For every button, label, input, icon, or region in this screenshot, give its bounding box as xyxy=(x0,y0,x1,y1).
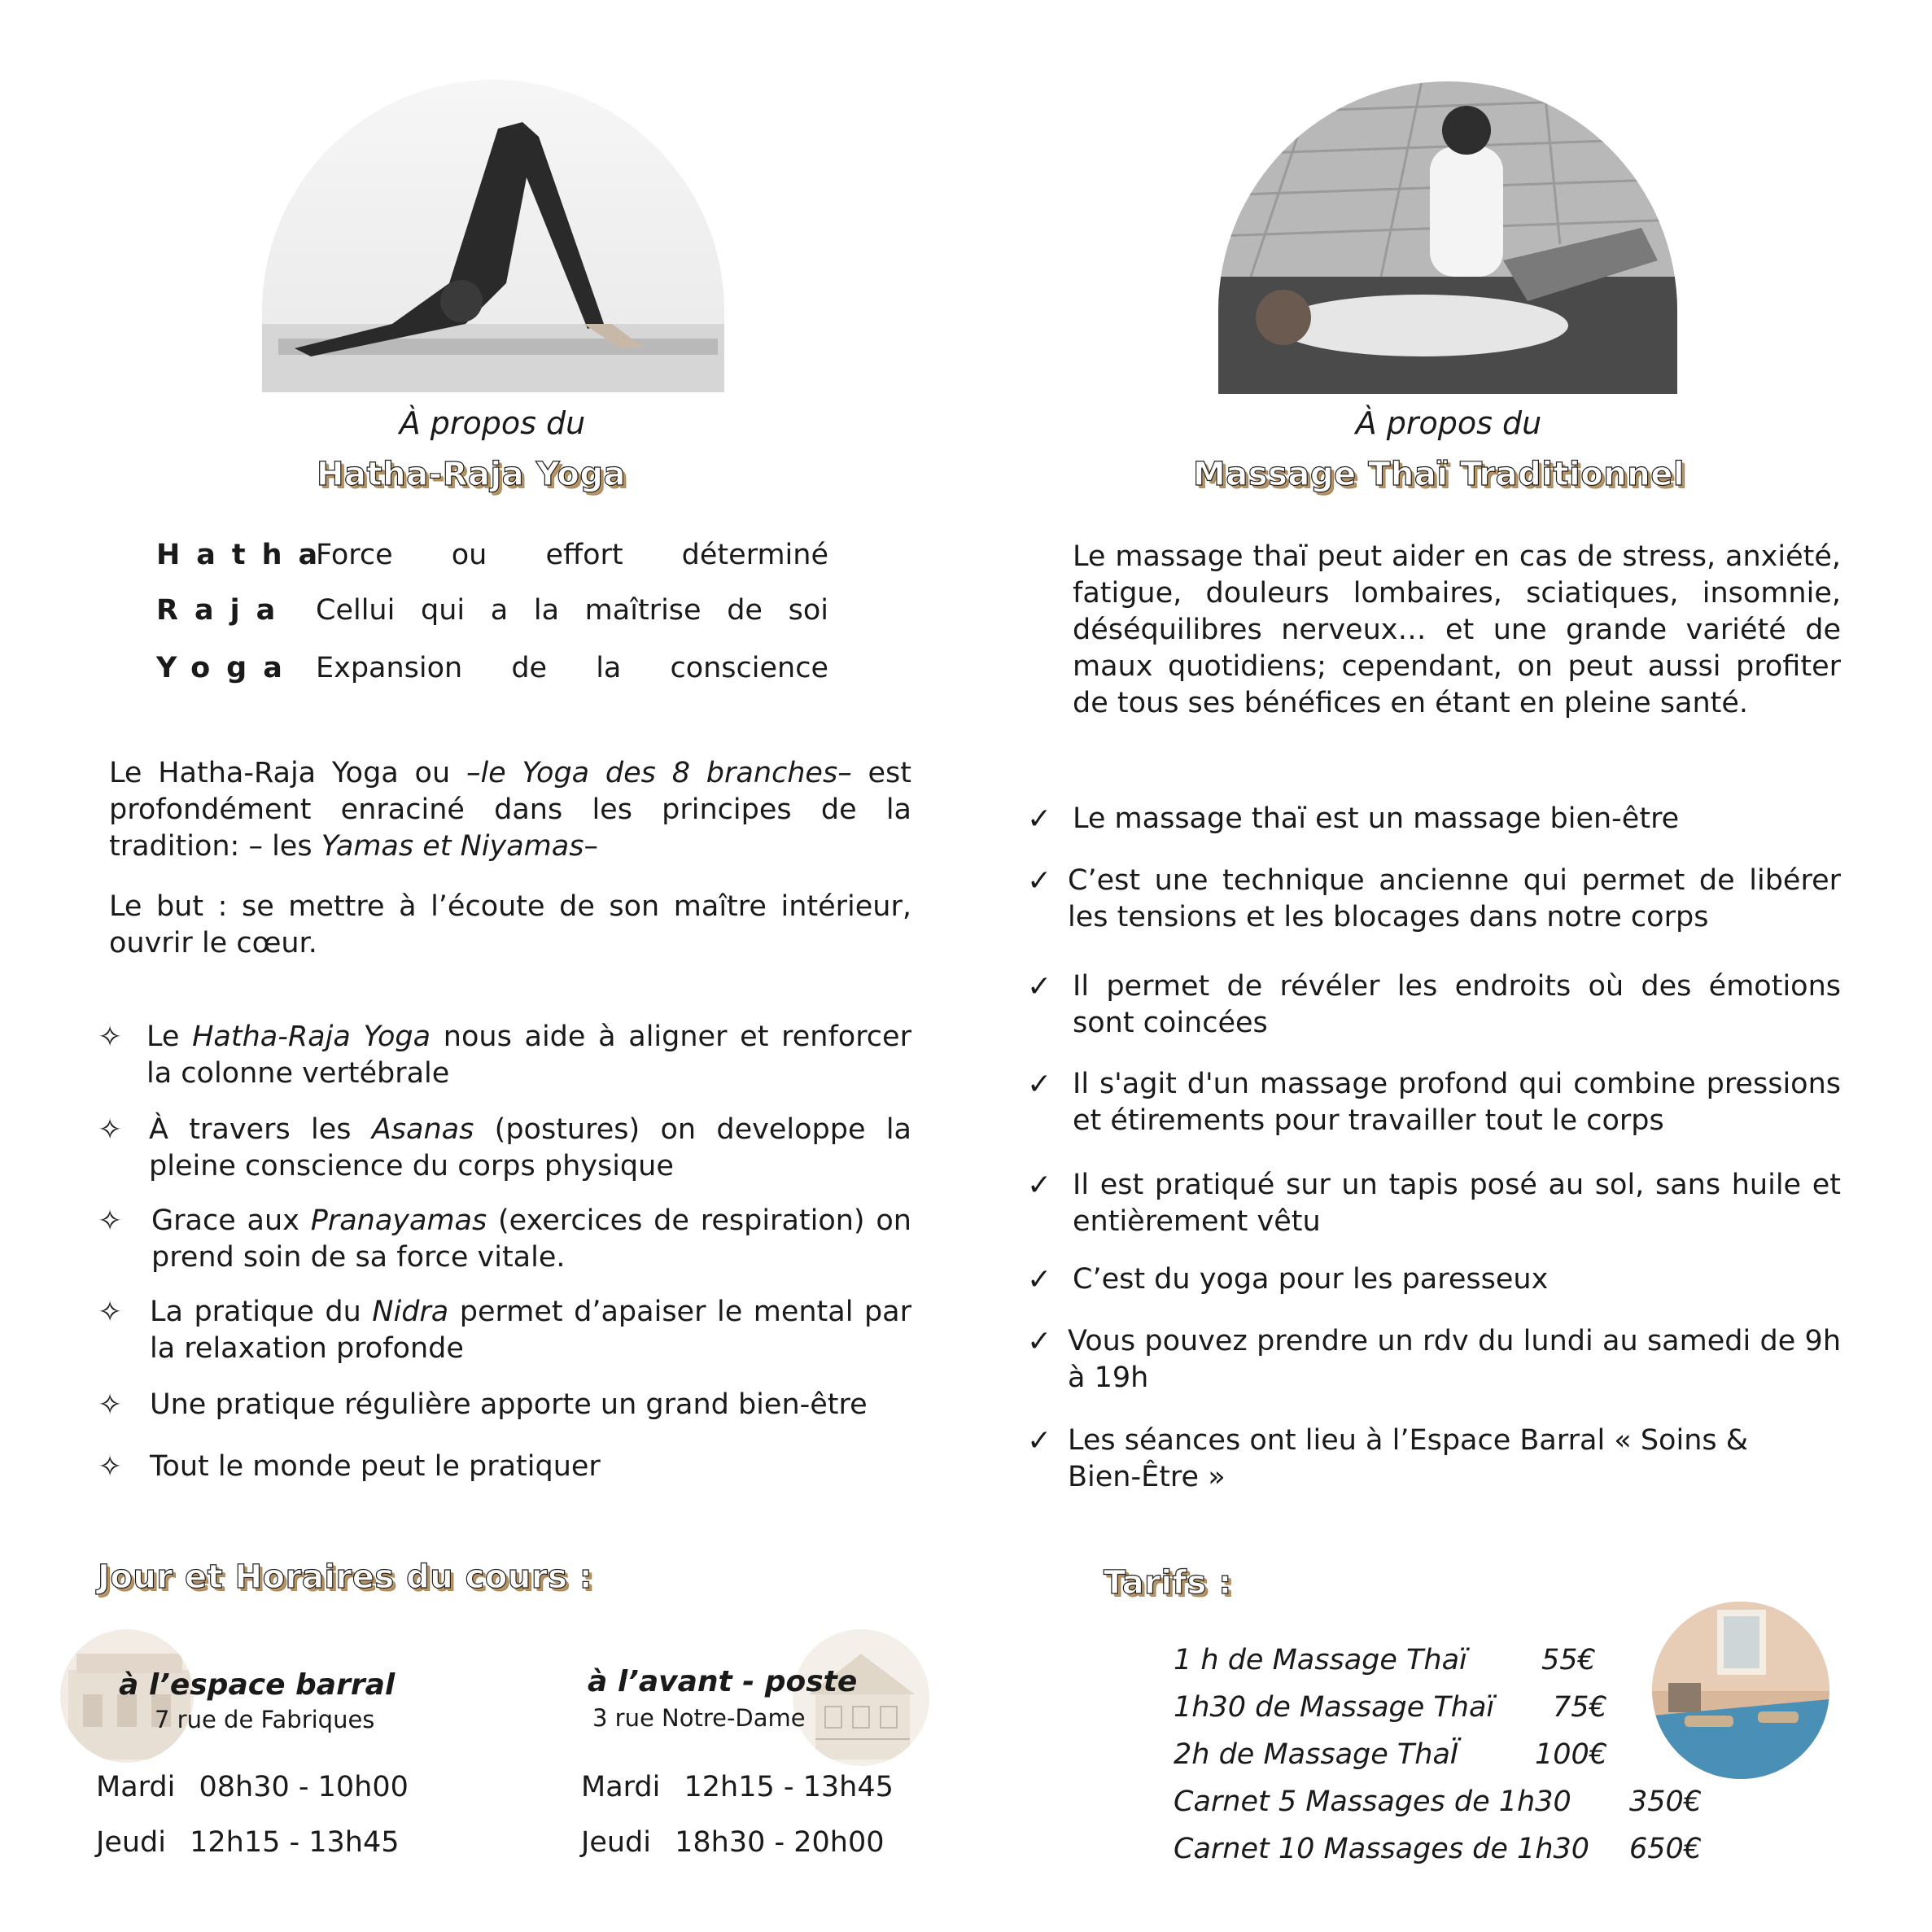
tarif-item xyxy=(1174,1691,1607,1724)
list-item: ✧ À travers les Asanas (postures) on developpe la pleine conscience du corps physique xyxy=(98,1113,912,1182)
tarif-label: 1h30 de Massage Thaï xyxy=(1174,1691,1495,1724)
list-item: ✓ Vous pouvez prendre un rdv du lundi au samedi de 9h à 19h xyxy=(1027,1325,1841,1394)
definition-row xyxy=(156,594,840,632)
list-item: ✧ Grace aux Pranayamas (exercices de respiration) on prend soin de sa force vitale. xyxy=(98,1204,911,1274)
tarif-label: Carnet 10 Massages de 1h30 xyxy=(1174,1833,1590,1865)
tarif-price: 650€ xyxy=(1629,1833,1703,1865)
tarif-item xyxy=(1174,1833,1703,1865)
schedule-slot xyxy=(581,1826,885,1859)
sparkle-icon: ✧ xyxy=(98,1204,123,1238)
slot-day: Jeudi xyxy=(581,1826,651,1859)
sparkle-icon: ✧ xyxy=(98,1113,123,1147)
definition-term: Hatha xyxy=(156,539,334,571)
slot-time: 08h30 - 10h00 xyxy=(199,1771,409,1803)
slot-day: Mardi xyxy=(96,1771,176,1803)
slot-time: 12h15 - 13h45 xyxy=(190,1826,400,1859)
tarifs-title: Tarifs : xyxy=(1104,1564,1232,1602)
check-icon: ✓ xyxy=(1027,1169,1052,1202)
list-item: ✧ La pratique du Nidra permet d’apaiser le mental par la relaxation profonde xyxy=(98,1296,911,1365)
slot-day: Mardi xyxy=(581,1771,661,1803)
para-text: – xyxy=(584,830,598,863)
sparkle-icon: ✧ xyxy=(98,1296,123,1329)
yoga-intro: À propos du xyxy=(399,405,586,441)
check-icon: ✓ xyxy=(1027,1424,1052,1458)
massage-intro: À propos du xyxy=(1355,405,1542,441)
yoga-title: Hatha-Raja Yoga xyxy=(317,456,626,493)
list-item: ✓ Les séances ont lieu à l’Espace Barral « Soins & Bien-Être » xyxy=(1027,1424,1749,1493)
check-icon: ✓ xyxy=(1027,864,1052,898)
list-item: ✓ Il est pratiqué sur un tapis posé au sol, sans huile et entièrement vêtu xyxy=(1027,1169,1841,1238)
para-text: Le Hatha-Raja Yoga ou xyxy=(109,757,466,789)
list-item: ✓ C’est une technique ancienne qui permet de libérer les tensions et les blocages dans notre corps xyxy=(1027,864,1841,933)
schedule-slot xyxy=(96,1826,400,1859)
massage-title: Massage Thaï Traditionnel xyxy=(1193,456,1685,493)
schedule-slot xyxy=(96,1771,409,1803)
definition-term: Yoga xyxy=(156,652,299,684)
tarif-price: 100€ xyxy=(1535,1738,1608,1771)
check-icon: ✓ xyxy=(1027,802,1052,836)
slot-time: 12h15 - 13h45 xyxy=(684,1771,894,1803)
definition-text: Expansion de la conscience xyxy=(316,652,828,684)
yoga-goal-paragraph: Le but : se mettre à l’écoute de son maître intérieur, ouvrir le cœur. xyxy=(109,890,911,959)
list-item: ✧ Le Hatha-Raja Yoga nous aide à aligner et renforcer la colonne vertébrale xyxy=(98,1021,911,1090)
tarif-label: 1 h de Massage Thaï xyxy=(1174,1644,1467,1676)
tarif-label: Carnet 5 Massages de 1h30 xyxy=(1174,1786,1571,1818)
check-icon: ✓ xyxy=(1027,1263,1052,1296)
massage-photo xyxy=(1218,81,1677,394)
tarif-price: 55€ xyxy=(1541,1644,1596,1676)
venue-address: 7 rue de Fabriques xyxy=(155,1706,375,1733)
definition-row xyxy=(156,539,840,576)
tarif-item xyxy=(1174,1786,1703,1818)
tarif-item xyxy=(1174,1644,1596,1676)
yoga-photo xyxy=(262,80,724,392)
venue-name: à l’avant - poste xyxy=(588,1665,858,1698)
para-emphasis: –le Yoga des 8 branches– xyxy=(466,757,852,789)
check-icon: ✓ xyxy=(1027,1068,1052,1101)
check-icon: ✓ xyxy=(1027,970,1052,1003)
slot-day: Jeudi xyxy=(96,1826,166,1859)
tarif-price: 350€ xyxy=(1629,1786,1703,1818)
sparkle-icon: ✧ xyxy=(98,1388,123,1422)
para-emphasis: Yamas et Niyamas xyxy=(321,830,584,863)
venue-address: 3 rue Notre-Dame xyxy=(592,1704,806,1732)
sparkle-icon: ✧ xyxy=(98,1450,123,1484)
definition-text: Cellui qui a la maîtrise de soi xyxy=(316,594,828,627)
list-item: ✧ Une pratique régulière apporte un grand bien-être xyxy=(98,1388,868,1422)
tarif-item xyxy=(1174,1738,1608,1771)
list-item: ✓ Il s'agit d'un massage profond qui combine pressions et étirements pour travailler tout le corps xyxy=(1027,1068,1841,1137)
schedule-title: Jour et Horaires du cours : xyxy=(98,1558,593,1596)
para-text: est profondément enraciné dans les principes de la tradition: – les xyxy=(109,757,911,863)
schedule-slot xyxy=(581,1771,894,1803)
list-item: ✓ C’est du yoga pour les paresseux xyxy=(1027,1263,1549,1296)
yoga-paragraph xyxy=(109,755,911,865)
massage-room-photo xyxy=(1652,1602,1829,1779)
massage-paragraph: Le massage thaï peut aider en cas de stress, anxiété, fatigue, douleurs lombaires, sciatiques, insomnie, déséquilibres nerveux… et une grande variété de maux quotidiens; cependant, on peut aussi profiter de tous ses bénéfices en étant en pleine santé. xyxy=(1073,540,1841,719)
definition-row xyxy=(156,652,840,689)
list-item: ✓ Le massage thaï est un massage bien-être xyxy=(1027,802,1680,836)
definition-term: Raja xyxy=(156,594,292,627)
slot-time: 18h30 - 20h00 xyxy=(675,1826,885,1859)
definition-text: Force ou effort déterminé xyxy=(316,539,828,571)
list-item: ✓ Il permet de révéler les endroits où des émotions sont coincées xyxy=(1027,970,1841,1039)
check-icon: ✓ xyxy=(1027,1325,1052,1358)
venue-name: à l’espace barral xyxy=(119,1668,396,1702)
sparkle-icon: ✧ xyxy=(98,1021,123,1054)
tarif-label: 2h de Massage ThaÏ xyxy=(1174,1738,1459,1771)
list-item: ✧ Tout le monde peut le pratiquer xyxy=(98,1450,601,1484)
tarif-price: 75€ xyxy=(1553,1691,1607,1724)
